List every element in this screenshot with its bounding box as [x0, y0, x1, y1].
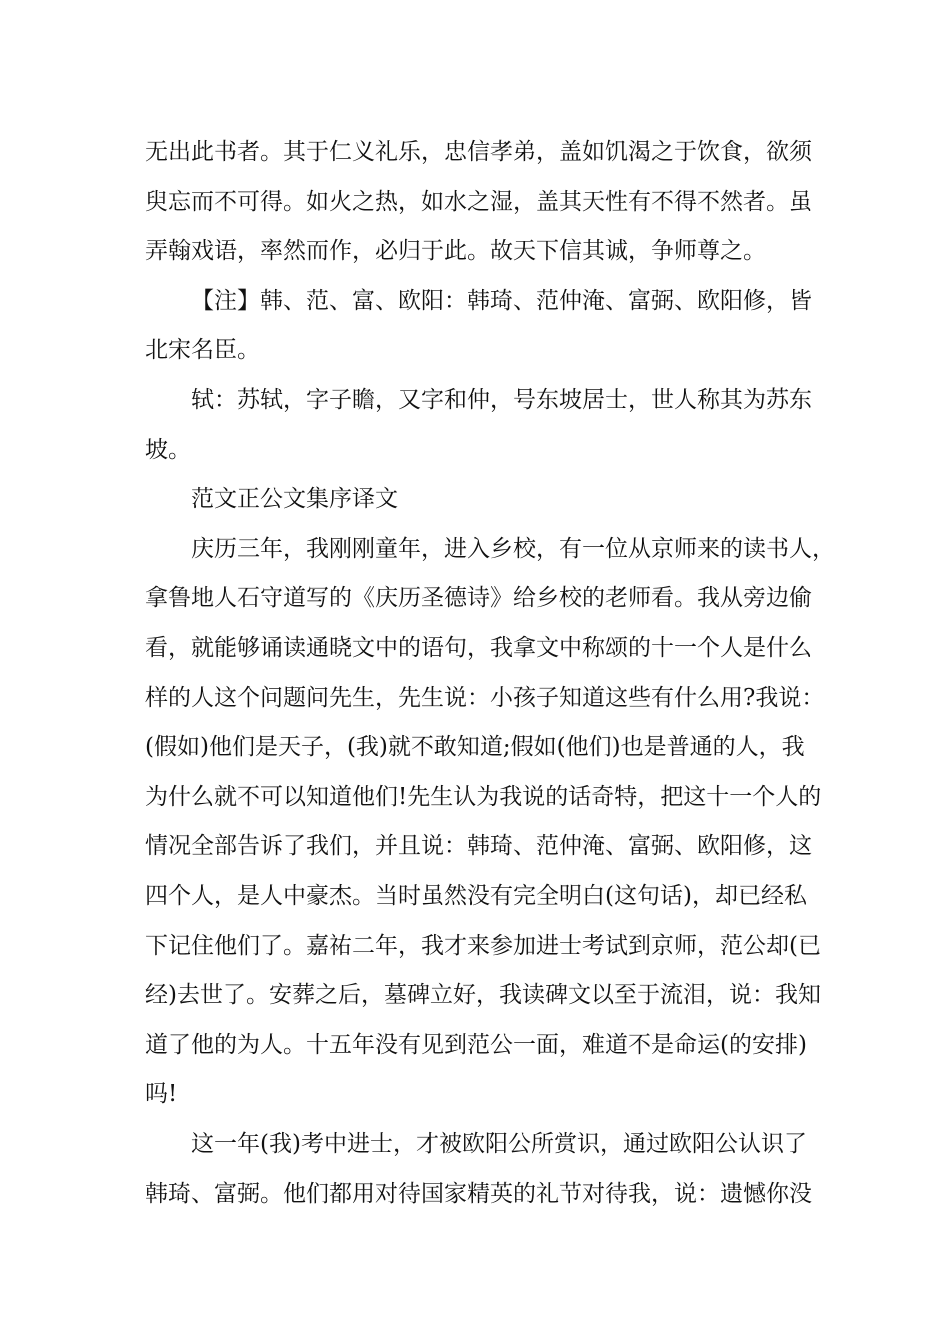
text-line: 为什么就不可以知道他们!先生认为我说的话奇特，把这十一个人的	[145, 784, 822, 810]
note-line: 【注】韩、范、富、欧阳：韩琦、范仲淹、富弼、欧阳修，皆	[191, 288, 812, 314]
text-line: 看，就能够诵读通晓文中的语句，我拿文中称颂的十一个人是什么	[145, 635, 812, 661]
text-line: 样的人这个问题问先生，先生说：小孩子知道这些有什么用?我说：	[145, 685, 825, 711]
note-line: 轼：苏轼，字子瞻，又字和仲，号东坡居士，世人称其为苏东	[191, 387, 812, 413]
text-line: 吗!	[145, 1081, 178, 1107]
text-line: 下记住他们了。嘉祐二年，我才来参加进士考试到京师，范公却(已	[145, 933, 821, 959]
text-line: 四个人，是人中豪杰。当时虽然没有完全明白(这句话)，却已经私	[145, 883, 807, 909]
text-line: 弄翰戏语，率然而作，必归于此。故天下信其诚，争师尊之。	[145, 238, 766, 264]
text-line: 情况全部告诉了我们，并且说：韩琦、范仲淹、富弼、欧阳修，这	[145, 833, 812, 859]
note-line: 坡。	[145, 437, 191, 463]
text-line: 道了他的为人。十五年没有见到范公一面，难道不是命运(的安排)	[145, 1032, 807, 1058]
text-line: (假如)他们是天子，(我)就不敢知道;假如(他们)也是普通的人，我	[145, 734, 805, 760]
note-line: 北宋名臣。	[145, 337, 260, 363]
text-line: 臾忘而不可得。如火之热，如水之湿，盖其天性有不得不然者。虽	[145, 189, 812, 215]
text-line: 这一年(我)考中进士，才被欧阳公所赏识，通过欧阳公认识了	[191, 1131, 807, 1157]
text-line: 拿鲁地人石守道写的《庆历圣德诗》给乡校的老师看。我从旁边偷	[145, 585, 812, 611]
text-line: 经)去世了。安葬之后，墓碑立好，我读碑文以至于流泪，说：我知	[145, 982, 821, 1008]
text-line: 无出此书者。其于仁义礼乐，忠信孝弟，盖如饥渴之于饮食，欲须	[145, 139, 812, 165]
section-title: 范文正公文集序译文	[191, 486, 398, 512]
text-line: 庆历三年，我刚刚童年，进入乡校，有一位从京师来的读书人，	[191, 536, 835, 562]
text-line: 韩琦、富弼。他们都用对待国家精英的礼节对待我，说：遗憾你没	[145, 1181, 812, 1207]
